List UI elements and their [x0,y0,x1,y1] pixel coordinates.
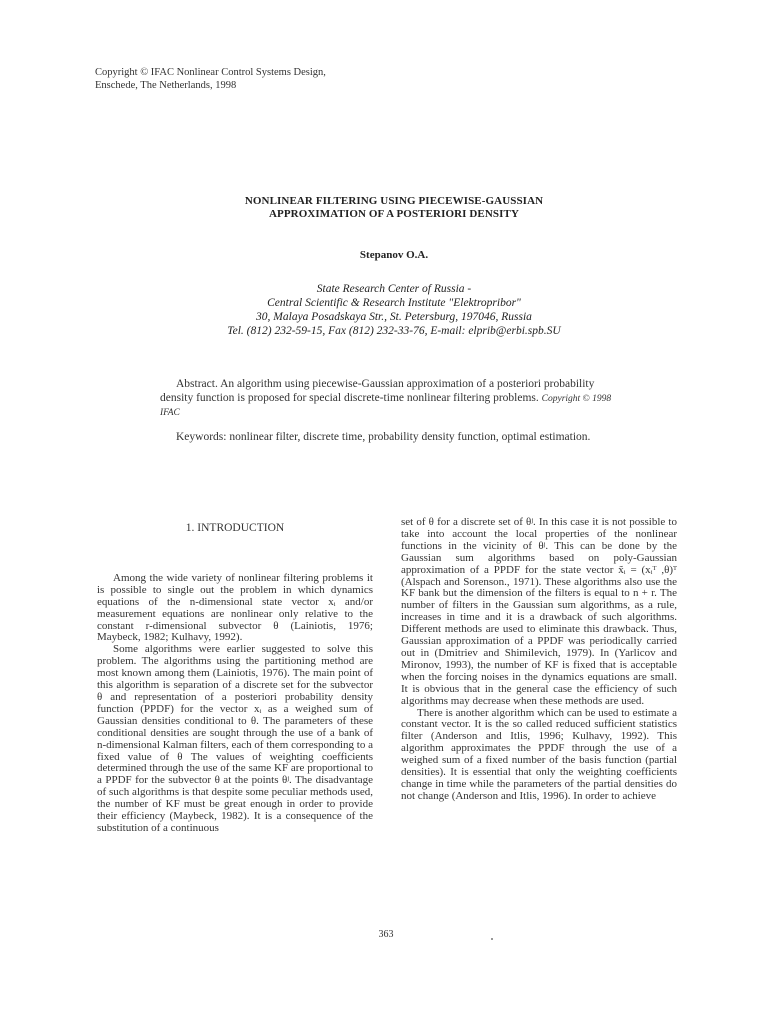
paragraph-text: Among the wide variety of nonlinear filtering problems it is possible to single out the problem in which dynamics equations of the n-dimensional state vector xᵢ and/or measurement equations are nonlinear only relative to the constant r-dimensional subvector θ (Lainiotis, 1976; Maybeck, 1982; Kulhavy, 1992). [97,571,373,644]
left-column [97,517,373,835]
paragraph [97,573,373,644]
section-heading: 1. INTRODUCTION [185,522,285,534]
right-column [401,517,677,803]
copyright-line-1: Copyright © IFAC Nonlinear Control Systems Design, [95,67,326,78]
paragraph [401,517,677,708]
paragraph-text: There is another algorithm which can be used to estimate a constant vector. It is the so called reduced sufficient statistics filter (Anderson and Itlis, 1996; Kulhavy, 1992). This algorithm approximates the PPDF through the use of a weighed sum of a fixed number of the basis function (partial densities). It is essential that only the weighting coefficients change in time while the parameters of the partial densities do not change (Anderson and Itlis, 1996). In order to achieve [401,706,677,802]
title-line-2: APPROXIMATION OF A POSTERIORI DENSITY [268,208,519,220]
paragraph [97,644,373,835]
paragraph-text: Some algorithms were earlier suggested to solve this problem. The algorithms using the partitioning method are most known among them (Lainiotis, 1976). The main point of this algorithm is separation of a discrete set for the subvector θ and representation of a posteriori probability density function (PPDF) for the vector xᵢ as a weighed sum of Gaussian densities conditional to θ. The parameters of these conditional densities are sought through the use of a bank of n-dimensional Kalman filters, each of them corresponding to a fixed value of θ The values of weighting coefficients determined through the use of the same KF are proportional to a PPDF for the subvector θ at the points θʲ. The disadvantage of such algorithms is that despite some peculiar methods used, the number of KF must be great enough in order to provide their efficiency (Maybeck, 1982). It is a consequence of the substitution of a continuous [97,643,373,834]
page-number: 363 [378,929,394,940]
title-line-1: NONLINEAR FILTERING USING PIECEWISE-GAUSSIAN [244,195,544,207]
keywords [160,431,615,445]
paper-title [150,195,638,221]
affiliation [150,282,638,338]
keywords-text: Keywords: nonlinear filter, discrete time, probability density function, optimal estimation. [176,431,591,443]
copyright-notice [95,66,415,92]
affiliation-line-4: Tel. (812) 232-59-15, Fax (812) 232-33-76, E-mail: elprib@erbi.spb.SU [227,325,561,337]
paragraph [401,708,677,803]
scan-speck [491,938,493,940]
paragraph-text: set of θ for a discrete set of θʲ. In this case it is not possible to take into account the local properties of the nonlinear functions in the vicinity of θʲ. This can be done by the Gaussian sum algorithms based on poly-Gaussian approximation of a PPDF for the state vector x̃ᵢ = (xᵢᵀ ,θ)ᵀ (Alspach and Sorenson., 1971). These algorithms also use the KF bank but the dimension of the filters is equal to n + r. The number of filters in the Gaussian sum algorithms, as a rule, increases in time and it is a drawback of such algorithms. Different methods are used to eliminate this drawback. Thus, Gaussian approximation of a PPDF was periodically carried out in (Dmitriev and Shimilevich, 1979). In (Yarlicov and Mironov, 1993), the number of KF is fixed that is acceptable when the forcing noises in the dynamics equations are small. It is obvious that in the general case the efficiency of such algorithms may decrease when these methods are used. [401,516,677,707]
abstract-text: Abstract. An algorithm using piecewise-Gaussian approximation of a posteriori probability density function is proposed for special discrete-time nonlinear filtering problems. [160,378,595,404]
abstract [160,378,615,421]
abstract-copyright: Copyright © 1998 IFAC [160,393,612,418]
affiliation-line-3: 30, Malaya Posadskaya Str., St. Petersburg, 197046, Russia [256,311,532,323]
affiliation-line-2: Central Scientific & Research Institute "Elektropribor" [267,297,521,309]
copyright-line-2: Enschede, The Netherlands, 1998 [95,80,237,91]
affiliation-line-1: State Research Center of Russia - [316,283,472,295]
author-name: Stepanov O.A. [359,249,429,261]
